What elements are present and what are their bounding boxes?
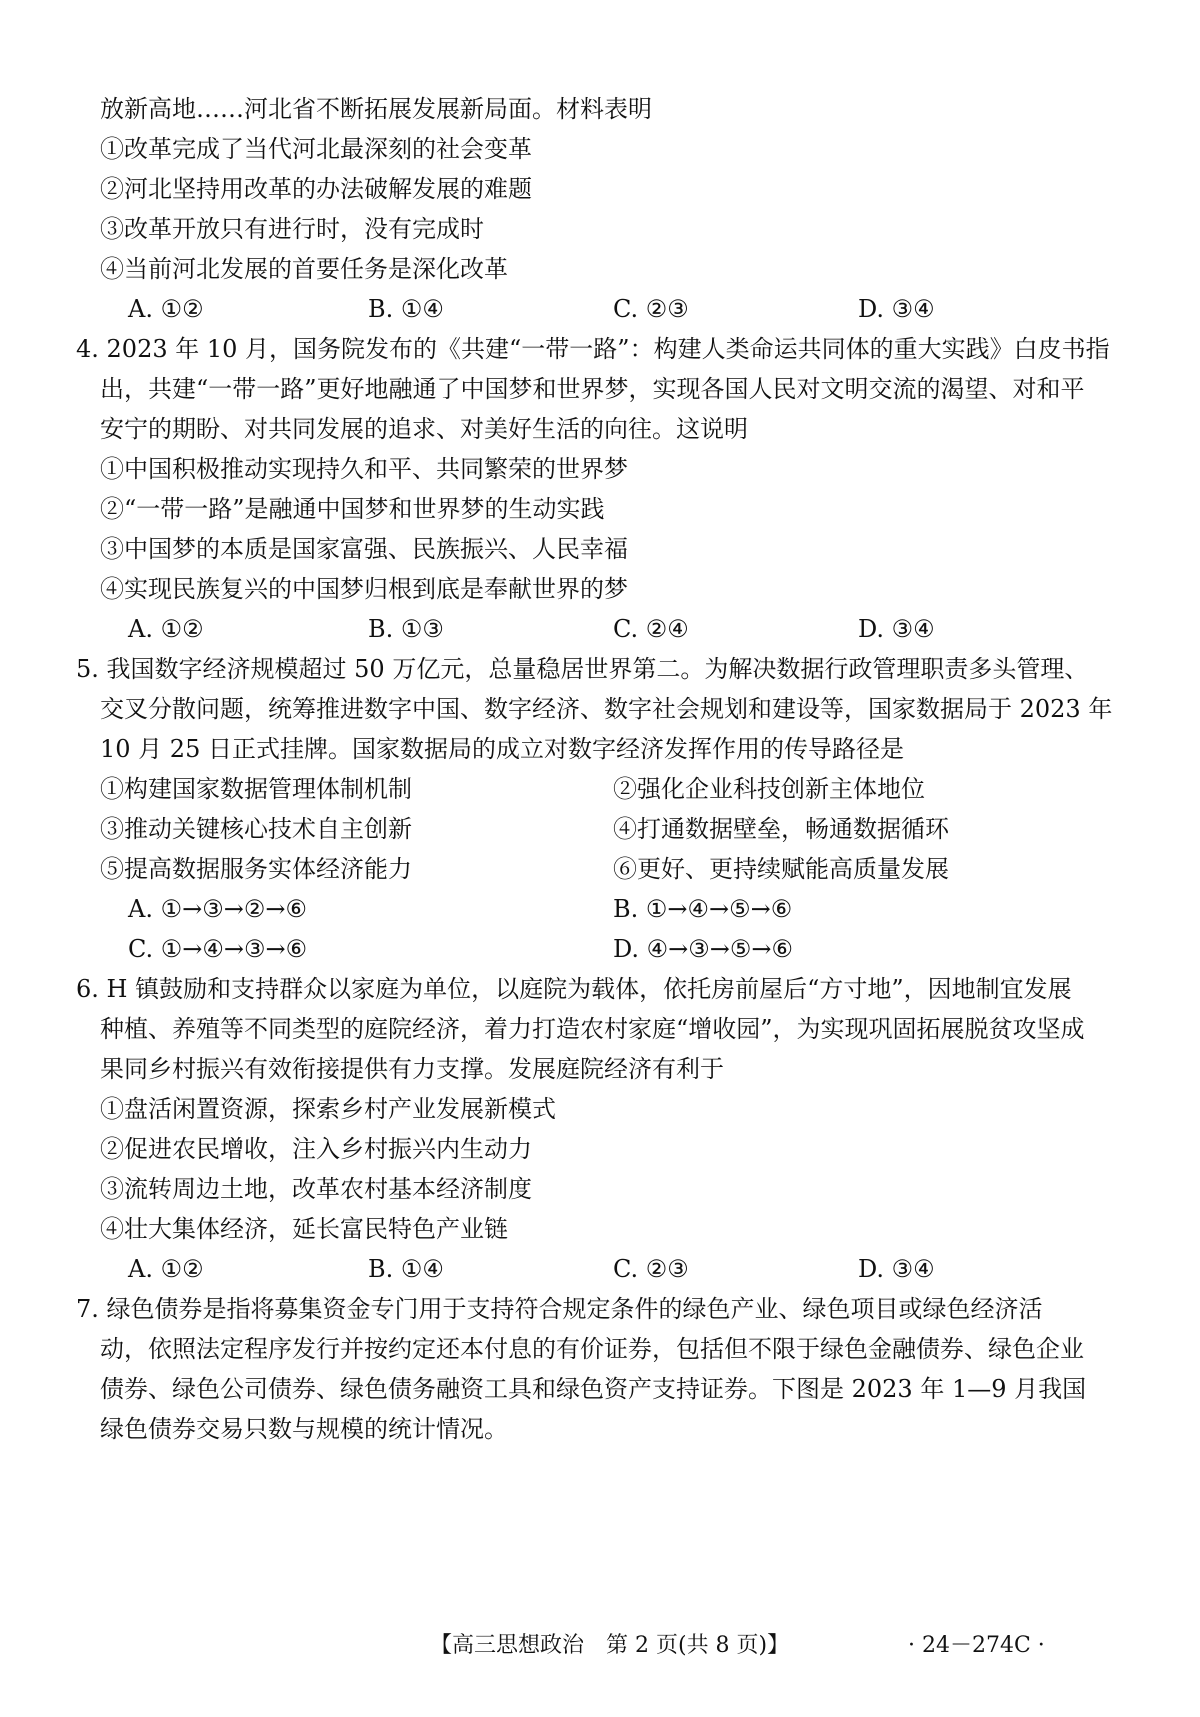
q7-stem-line-2: 动，依照法定程序发行并按约定还本付息的有价证券，包括但不限于绿色金融债券、绿色企业 xyxy=(100,1335,1084,1363)
q6-option-d: D. ③④ xyxy=(858,1255,935,1283)
q3-item-3: ③改革开放只有进行时，没有完成时 xyxy=(100,215,484,243)
q5-stem-line-1: 5. 我国数字经济规模超过 50 万亿元，总量稳居世界第二。为解决数据行政管理职责多头管理、 xyxy=(76,655,1089,683)
q6-stem-line-2: 种植、养殖等不同类型的庭院经济，着力打造农村家庭“增收园”，为实现巩固拓展脱贫攻坚成 xyxy=(100,1015,1085,1043)
q5-item-3: ③推动关键核心技术自主创新 xyxy=(100,815,412,843)
q3-option-b: B. ①④ xyxy=(368,295,444,323)
q5-item-2: ②强化企业科技创新主体地位 xyxy=(613,775,925,803)
q6-stem-line-3: 果同乡村振兴有效衔接提供有力支撑。发展庭院经济有利于 xyxy=(100,1055,724,1083)
q3-item-4: ④当前河北发展的首要任务是深化改革 xyxy=(100,255,508,283)
q5-option-a: A. ①→③→②→⑥ xyxy=(128,895,307,923)
q6-option-c: C. ②③ xyxy=(613,1255,689,1283)
q4-stem-line-2: 出，共建“一带一路”更好地融通了中国梦和世界梦，实现各国人民对文明交流的渴望、对和平 xyxy=(100,375,1085,403)
q4-item-1: ①中国积极推动实现持久和平、共同繁荣的世界梦 xyxy=(100,455,628,483)
q4-option-d: D. ③④ xyxy=(858,615,935,643)
q4-stem-line-3: 安宁的期盼、对共同发展的追求、对美好生活的向往。这说明 xyxy=(100,415,748,443)
q4-options xyxy=(0,614,1200,644)
q4-option-a: A. ①② xyxy=(128,615,204,643)
q7-stem-line-3: 债券、绿色公司债券、绿色债务融资工具和绿色资产支持证券。下图是 2023 年 1—9 月我国 xyxy=(100,1375,1087,1403)
q3-stem-continuation: 放新高地……河北省不断拓展发展新局面。材料表明 xyxy=(100,95,652,123)
q6-item-1: ①盘活闲置资源，探索乡村产业发展新模式 xyxy=(100,1095,556,1123)
q6-item-4: ④壮大集体经济，延长富民特色产业链 xyxy=(100,1215,508,1243)
q3-option-a: A. ①② xyxy=(128,295,204,323)
q4-item-2: ②“一带一路”是融通中国梦和世界梦的生动实践 xyxy=(100,495,605,523)
q7-stem-line-1: 7. 绿色债券是指将募集资金专门用于支持符合规定条件的绿色产业、绿色项目或绿色经济活 xyxy=(76,1295,1043,1323)
q7-stem-line-4: 绿色债券交易只数与规模的统计情况。 xyxy=(100,1415,508,1443)
q5-item-4: ④打通数据壁垒，畅通数据循环 xyxy=(613,815,949,843)
q3-option-d: D. ③④ xyxy=(858,295,935,323)
q4-stem-line-1: 4. 2023 年 10 月，国务院发布的《共建“一带一路”：构建人类命运共同体的重大实践》白皮书指 xyxy=(76,335,1110,363)
q6-option-b: B. ①④ xyxy=(368,1255,444,1283)
q4-option-c: C. ②④ xyxy=(613,615,689,643)
q5-item-6: ⑥更好、更持续赋能高质量发展 xyxy=(613,855,949,883)
q4-item-4: ④实现民族复兴的中国梦归根到底是奉献世界的梦 xyxy=(100,575,628,603)
q4-option-b: B. ①③ xyxy=(368,615,444,643)
page-footer-code: · 24－274C · xyxy=(908,1633,1045,1658)
q5-item-5: ⑤提高数据服务实体经济能力 xyxy=(100,855,412,883)
q3-item-2: ②河北坚持用改革的办法破解发展的难题 xyxy=(100,175,532,203)
q6-options xyxy=(0,1254,1200,1284)
q3-options xyxy=(0,294,1200,324)
page-footer-title: 【高三思想政治 第 2 页(共 8 页)】 xyxy=(430,1633,790,1658)
q6-item-2: ②促进农民增收，注入乡村振兴内生动力 xyxy=(100,1135,532,1163)
q6-option-a: A. ①② xyxy=(128,1255,204,1283)
q6-stem-line-1: 6. H 镇鼓励和支持群众以家庭为单位，以庭院为载体，依托房前屋后“方寸地”，因地制宜发展 xyxy=(76,975,1072,1003)
q5-option-b: B. ①→④→⑤→⑥ xyxy=(613,895,793,923)
q5-item-1: ①构建国家数据管理体制机制 xyxy=(100,775,412,803)
q4-item-3: ③中国梦的本质是国家富强、民族振兴、人民幸福 xyxy=(100,535,628,563)
q5-stem-line-3: 10 月 25 日正式挂牌。国家数据局的成立对数字经济发挥作用的传导路径是 xyxy=(100,735,904,763)
q6-item-3: ③流转周边土地，改革农村基本经济制度 xyxy=(100,1175,532,1203)
q3-item-1: ①改革完成了当代河北最深刻的社会变革 xyxy=(100,135,532,163)
q5-option-c: C. ①→④→③→⑥ xyxy=(128,935,308,963)
q5-stem-line-2: 交叉分散问题，统筹推进数字中国、数字经济、数字社会规划和建设等，国家数据局于 2023 年 xyxy=(100,695,1113,723)
q5-option-d: D. ④→③→⑤→⑥ xyxy=(613,935,794,963)
q3-option-c: C. ②③ xyxy=(613,295,689,323)
